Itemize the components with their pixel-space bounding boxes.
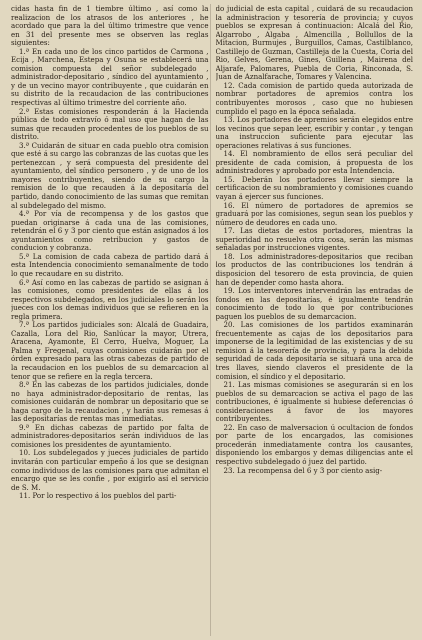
paragraph: 1.ª En cada uno de los cinco partidos de Carmona , Ecija , Marchena, Estepa y Osuna se establecerá una comision compuesta del señor subdelegado , administrador-depositario , síndico del ayuntamiento , y de un vecino mayor contribuyente , que cuidarán en su distrito de la recaudacion de las contribuciones respectivas al último trimestre del corriente año. — [11, 46, 209, 108]
paragraph: 13. Los portadores de apremios serán elegidos entre los vecinos que sepan leer, escribir y contar , y tengan una instruccion suficiente para ejecutar las operaciones relativas á sus funciones. — [215, 115, 413, 150]
paragraph: 23. La recompensa del 6 y 3 por ciento asig- — [223, 465, 383, 475]
paragraph: 11. Por lo respectivo á los pueblos del parti- — [19, 491, 177, 501]
paragraph: 17. Las dietas de estos portadores, mientras la superioridad no resuelva otra cosa, serán las mismas señaladas por instrucciones vigentes. — [215, 226, 413, 253]
paragraph: 8.ª En las cabezas de los partidos judiciales, donde no haya administrador-depositario de rentas, las comisiones cuidarán de nombrar un depositario que se haga cargo de la recaudacion , y harán sus remesas á las depositarías de rentas mas inmediatas. — [11, 380, 209, 424]
paragraph: 22. En caso de malversacion ú ocultacion de fondos por parte de los encargados, las comisiones procederán inmediatamente contra los causantes, disponiendo los embargos y demas diligencias ante el respectivo subdelegado ó juez del partido. — [215, 422, 413, 466]
paragraph: 18. Los administradores-depositarios que reciban los productos de las contribuciones los tendrán á disposicion del tesorero de esta provincia, de quien han de depender como hasta ahora. — [215, 251, 413, 287]
paragraph: 19. Los interventores intervendrán las entradas de fondos en las depositarías, é igualmente tendrán conocimiento de todo lo que por contribuciones paguen los pueblos de su demarcacion. — [215, 286, 413, 321]
paragraph: 14. El nombramiento de ellos será peculiar del presidente de cada comision, á propuesta de los administradores y aprobado por esta Intendencia. — [215, 149, 413, 176]
paragraph: 20. Las comisiones de los partidos examinarán frecuentemente as cajas de los depositarios para imponerse de la legitimidad de las existencias y de su remision á la tesorería de provincia, y para la debida seguridad de cada depositaría se situará una arca de tres llaves, siendo claveros el presidente de la comision, el síndico y el depositario. — [215, 320, 413, 381]
paragraph: 10. Los subdelegados y jueces judiciales de partido invitarán con particular empeño á los que se designan como individuos de las comisiones para que admitan el encargo que se les confie , por exigirlo así el servicio de S. M. — [11, 448, 209, 492]
paragraph: 12. Cada comision de partido queda autorizada de nombrar portadores de apremios contra los contribuyentes morosos , caso que no hubiesen cumplido el pago en la época señalada. — [215, 80, 413, 116]
paragraph: 4.ª Por vía de recompensa y de los gastos que puedan originarse á cada una de las comisiones, retendrán el 6 y 3 por ciento que están asignados á los ayuntamientos como retribucion y gastos de conducion y cobranza. — [11, 209, 209, 253]
paragraph: cidas hasta fin de 1 tiembre último , así como la realizacion de los atrasos de los anteriores , he acordado que para la del último trimestre que vence en 31 del presente mes se observen las reglas siguientes: — [11, 5, 209, 48]
paragraph: 16. El número de portadores de apremios se graduará por las comisiones, segun sean los pueblos y número de deudores en cada uno. — [215, 200, 413, 227]
paragraph: 2.ª Estas comisiones responderán á la Hacienda pública de todo extravío ó mal uso que hagan de las sumas que recauden procedentes de los pueblos de su distrito. — [11, 106, 209, 142]
paragraph: 6.ª Así como en las cabezas de partido se asignan á las comisiones, como presidentes de ellas á los respectivos subdelegados, en los judiciales lo serán los jueces con los demas individuos que se refieren en la regla primera. — [11, 277, 209, 321]
paragraph: 7.ª Los partidos judiciales son: Alcalá de Guadaira, Cazalla, Lora del Rio, Sanlúcar la mayor, Utrera, Aracena, Ayamonte, El Cerro, Huelva, Moguer, La Palma y Fregenal, cuyas comisiones cuidarán por el órden expresado para las otras cabezas de partido de la recaudacion en los pueblos de su demarcacion al tenor que se refiere en la regla tercera. — [11, 320, 209, 381]
paragraph: 3.ª Cuidarán de situar en cada pueblo otra comision que esté á su cargo las cobranzas de las cuotas que les pertenezcan , y será compuesta del presidente del ayuntamiento, del síndico personero , y de uno de los mayores contribuyentes, siendo de su cargo la remision de lo que recauden á la depositaría del partido, dando conocimiento de las sumas que remitan al subdelegado del mismo. — [11, 140, 209, 210]
paragraph: 21. Las mismas comisiones se asegurarán si en los pueblos de su demarcacion se activa el pago de las contribuciones, é igualmente si hubiese deferencias ó consideraciones á favor de los mayores contribuyentes. — [215, 380, 413, 424]
paragraph: 15. Deberán los portadores llevar siempre la certificacion de su nombramiento y comisiones cuando vayan á ejercer sus funciones. — [215, 174, 413, 202]
right-text-column — [216, 5, 414, 636]
paragraph: 9.ª En dichas cabezas de partido por falta de administradores-depositarios serán individuos de las comisiones los presidentes de ayuntamiento. — [11, 422, 209, 449]
paragraph: 5.ª La comision de cada cabeza de partido dará á esta Intendencia conocimiento semanalmente de todo lo que recaudare en su distrito. — [11, 251, 209, 278]
column-divider — [210, 4, 211, 636]
paragraph: do judicial de esta capital , cuidará de su recaudacion la administracion y tesorería de provincia; y cuyos pueblos se expresan á continuacion: Alcalá del Rio, Algarrobo , Algaba , Almencilla , Bollullos de la Mitacion, Burmujes , Burguillos, Camas, Castilblanco, Castillejo de Guzman, Castilleja de la Cuesta, Coria del Rio, Gelves, Gerena, Gines, Guillena , Mairena del Aljarafe, Palomares, Puebla de Coria, Rinconada, S. Juan de Aznalfarache, Tomares y Valencina. — [215, 5, 413, 82]
left-text-column — [11, 5, 209, 636]
